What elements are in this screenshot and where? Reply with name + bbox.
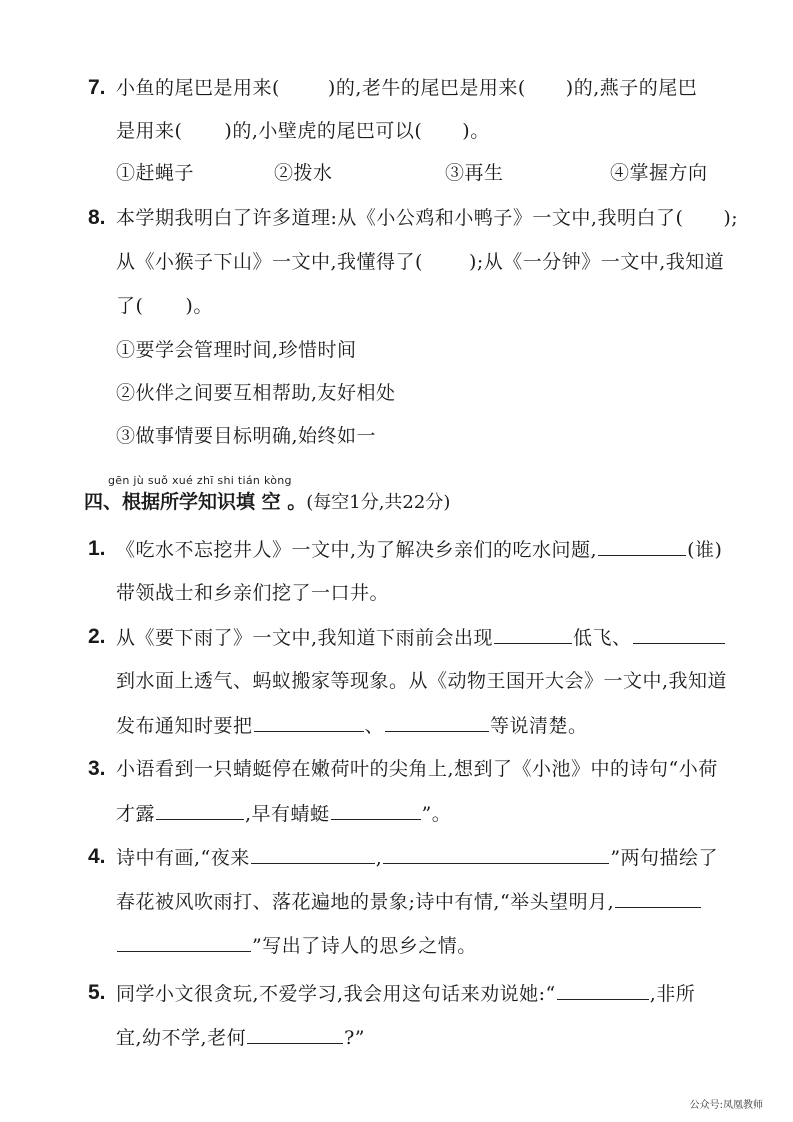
answer-blank[interactable] (247, 1025, 343, 1044)
question-number: 3. (88, 757, 106, 780)
answer-blank[interactable] (385, 713, 489, 732)
question-text: 本学期我明白了许多道理:从《小公鸡和小鸭子》一文中,我明白了( ); (116, 207, 739, 229)
option-item: ①要学会管理时间,珍惜时间 (116, 339, 357, 361)
question-text: 从《要下雨了》一文中,我知道下雨前会出现 低飞、 (116, 625, 726, 650)
option-item: ②伙伴之间要互相帮助,友好相处 (116, 382, 396, 404)
question-text: 小鱼的尾巴是用来( )的,老牛的尾巴是用来( )的,燕子的尾巴 (116, 77, 698, 99)
question-text: 同学小文很贪玩,不爱学习,我会用这句话来劝说她:“ ,非所 (116, 983, 696, 1005)
question-text: 是用来( )的,小壁虎的尾巴可以( )。 (116, 120, 490, 142)
question-number: 5. (88, 981, 106, 1004)
question-text: 春花被风吹雨打、落花遍地的景象;诗中有情,“举头望明月, (116, 889, 702, 914)
question-number: 8. (88, 206, 106, 229)
option-item: ③做事情要目标明确,始终如一 (116, 425, 377, 447)
pinyin-annotation: gēn jù suǒ xué zhī shi tián kòng (108, 474, 292, 487)
question-text: 宜,幼不学,老何 ?” (116, 1027, 365, 1049)
answer-blank[interactable] (557, 981, 649, 1000)
question-text: 小语看到一只蜻蜓停在嫩荷叶的尖角上,想到了《小池》中的诗句“小荷 (116, 758, 718, 780)
question-text: 到水面上透气、蚂蚁搬家等现象。从《动物王国开大会》一文中,我知道 (116, 670, 728, 692)
answer-blank[interactable] (254, 713, 364, 732)
answer-blank[interactable] (383, 845, 609, 864)
question-number: 7. (88, 76, 106, 99)
question-number: 1. (88, 537, 106, 560)
answer-blank[interactable] (633, 625, 725, 644)
question-text: 《吃水不忘挖井人》一文中,为了解决乡亲们的吃水问题, (谁) (116, 539, 723, 561)
section-heading (84, 490, 450, 515)
question-text: 了( )。 (116, 295, 213, 317)
footer-watermark: 公众号:凤凰教师 (689, 1100, 763, 1111)
answer-blank[interactable] (117, 933, 251, 952)
option-item: ③再生 (445, 162, 504, 184)
answer-blank[interactable] (598, 537, 686, 556)
answer-blank[interactable] (331, 801, 421, 820)
section-title: 四、根据所学知识填 空 。 (84, 491, 307, 513)
question-text: 带领战士和乡亲们挖了一口井。 (116, 582, 390, 604)
answer-blank[interactable] (615, 889, 701, 908)
option-item: ④掌握方向 (610, 162, 708, 184)
option-item: ②拨水 (274, 162, 333, 184)
question-text: ”写出了诗人的思乡之情。 (116, 933, 477, 958)
question-text: 从《小猴子下山》一文中,我懂得了( );从《一分钟》一文中,我知道 (116, 251, 725, 273)
question-number: 4. (88, 845, 106, 868)
section-score-note: (每空1分,共22分) (306, 492, 451, 513)
answer-blank[interactable] (494, 625, 572, 644)
answer-blank[interactable] (251, 845, 375, 864)
question-text: 发布通知时要把 、 等说清楚。 (116, 715, 588, 737)
question-text: 诗中有画,“夜来 , ”两句描绘了 (116, 847, 719, 869)
question-text: 才露 ,早有蜻蜓 ”。 (116, 803, 452, 825)
answer-blank[interactable] (156, 801, 244, 820)
question-number: 2. (88, 625, 106, 648)
option-item: ①赶蝇子 (116, 162, 195, 184)
